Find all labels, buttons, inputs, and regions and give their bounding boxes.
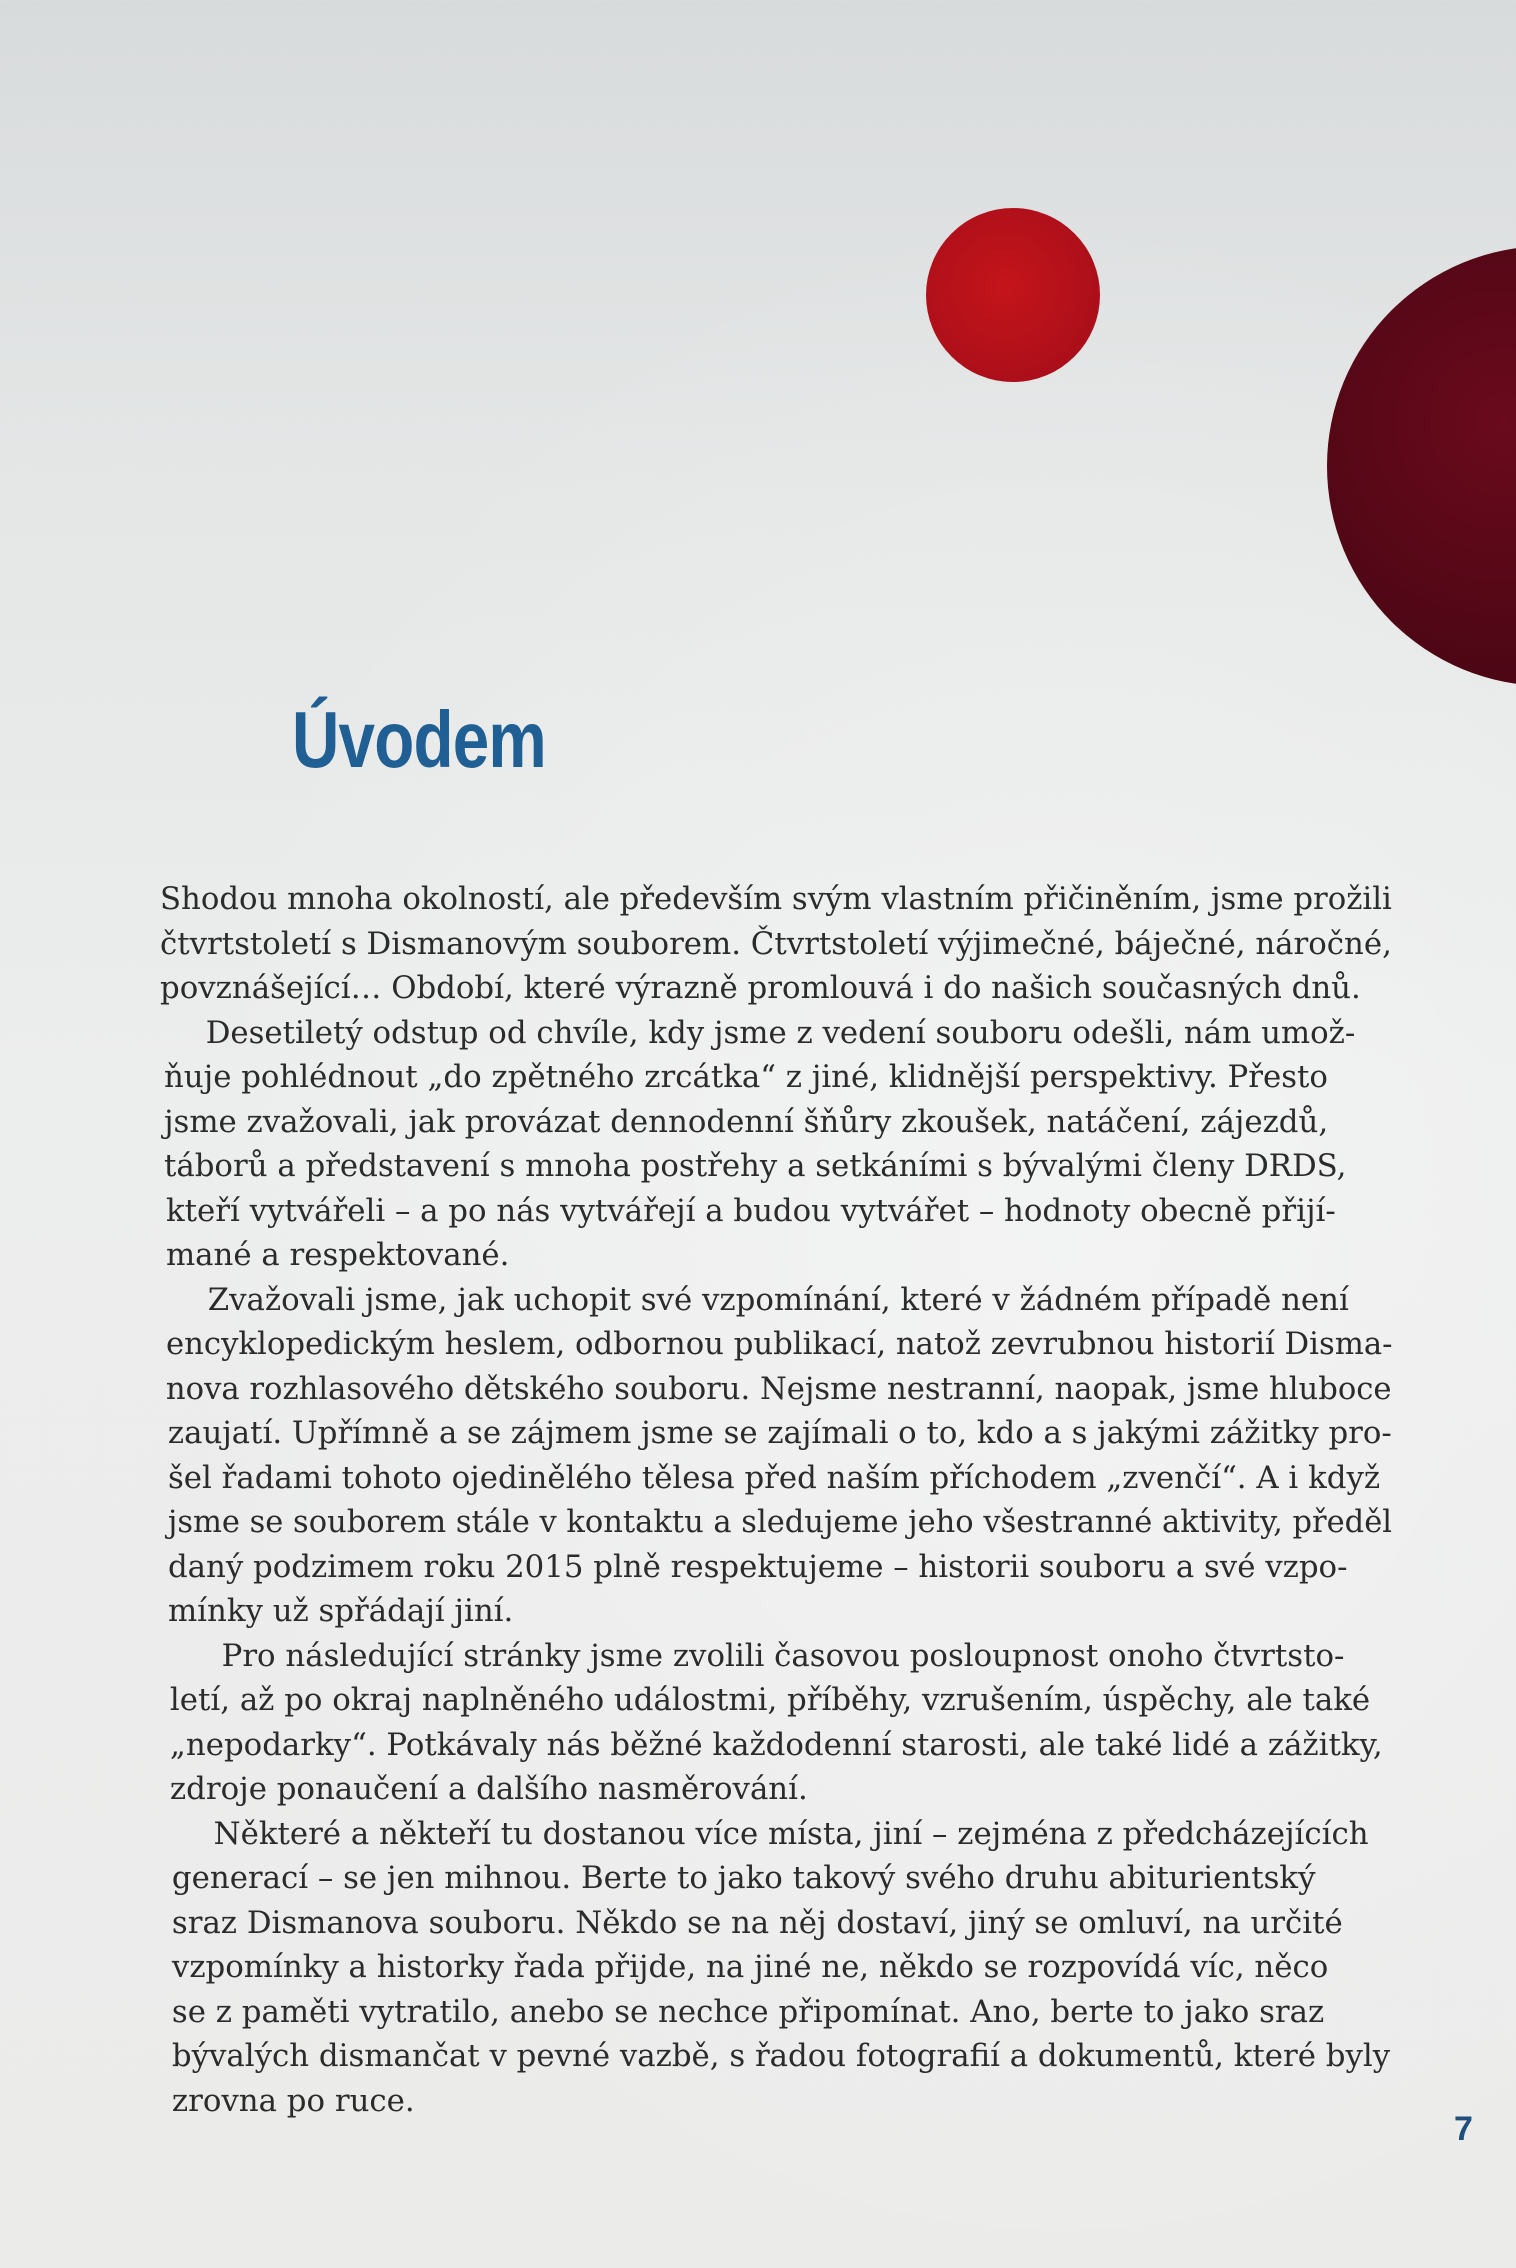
- text-line: se z paměti vytratilo, anebo se nechce připomínat. Ano, berte to jako sraz: [171, 1993, 1325, 2030]
- text-line: Zvažovali jsme, jak uchopit své vzpomínání, které v žádném případě není: [207, 1281, 1349, 1318]
- text-line: táborů a představení s mnoha postřehy a setkáními s bývalými členy DRDS,: [163, 1148, 1347, 1184]
- text-line: generací – se jen mihnou. Berte to jako takový svého druhu abiturientský: [171, 1860, 1316, 1896]
- text-line: nova rozhlasového dětského souboru. Nejsme nestranní, naopak, jsme hluboce: [165, 1370, 1392, 1407]
- text-line: bývalých dismančat v pevné vazbě, s řadou fotografií a dokumentů, které byly: [171, 2038, 1391, 2074]
- text-line: Některé a někteří tu dostanou více místa, jiní – zejména z předcházejících: [213, 1815, 1369, 1852]
- text-line: kteří vytvářeli – a po nás vytvářejí a budou vytvářet – hodnoty obecně přijí-: [165, 1192, 1336, 1229]
- text-line: letí, až po okraj naplněného událostmi, příběhy, vzrušením, úspěchy, ale také: [169, 1682, 1371, 1718]
- text-line: Desetiletý odstup od chvíle, kdy jsme z vedení souboru odešli, nám umož-: [205, 1014, 1356, 1051]
- text-line: mané a respektované.: [165, 1237, 510, 1273]
- text-line: šel řadami tohoto ojedinělého tělesa před naším příchodem „zvenčí“. A i když: [167, 1459, 1381, 1496]
- text-line: povznášející… Období, které výrazně promlouvá i do našich současných dnů.: [160, 970, 1361, 1006]
- text-line: mínky už spřádají jiní.: [167, 1593, 514, 1629]
- text-line: zrovna po ruce.: [171, 2082, 415, 2119]
- text-line: zdroje ponaučení a dalšího nasměrování.: [169, 1771, 808, 1807]
- text-line: daný podzimem roku 2015 plně respektujeme – historii souboru a své vzpo-: [167, 1548, 1348, 1585]
- text-line: Shodou mnoha okolností, ale především svým vlastním přičiněním, jsme prožili: [160, 881, 1392, 917]
- text-line: encyklopedickým heslem, odbornou publikací, natož zevrubnou historií Disma-: [165, 1326, 1393, 1362]
- text-line: jsme se souborem stále v kontaktu a sledujeme jeho všestranné aktivity, předěl: [167, 1504, 1393, 1540]
- text-line: vzpomínky a historky řada přijde, na jiné ne, někdo se rozpovídá víc, něco: [171, 1949, 1329, 1985]
- text-line: „nepodarky“. Potkávaly nás běžné každodenní starosti, ale také lidé a zážitky,: [169, 1726, 1383, 1763]
- page-number: 7: [1454, 2110, 1473, 2148]
- text-line: jsme zvažovali, jak provázat dennodenní šňůry zkoušek, natáčení, zájezdů,: [163, 1103, 1329, 1140]
- text-line: ňuje pohlédnout „do zpětného zrcátka“ z jiné, klidnější perspektivy. Přesto: [163, 1059, 1328, 1095]
- chapter-title: Úvodem: [292, 695, 546, 784]
- text-line: sraz Dismanova souboru. Někdo se na něj dostaví, jiný se omluví, na určité: [171, 1904, 1343, 1941]
- body-text: [160, 877, 1400, 2123]
- dark-red-circle-large: [1327, 246, 1516, 686]
- red-circle-small: [926, 208, 1100, 382]
- text-line: Pro následující stránky jsme zvolili časovou posloupnost onoho čtvrtsto-: [221, 1637, 1345, 1674]
- text-line: čtvrtstoletí s Dismanovým souborem. Čtvrtstoletí výjimečné, báječné, náročné,: [160, 925, 1392, 962]
- text-line: zaujatí. Upřímně a se zájmem jsme se zajímali o to, kdo a s jakými zážitky pro-: [167, 1415, 1392, 1451]
